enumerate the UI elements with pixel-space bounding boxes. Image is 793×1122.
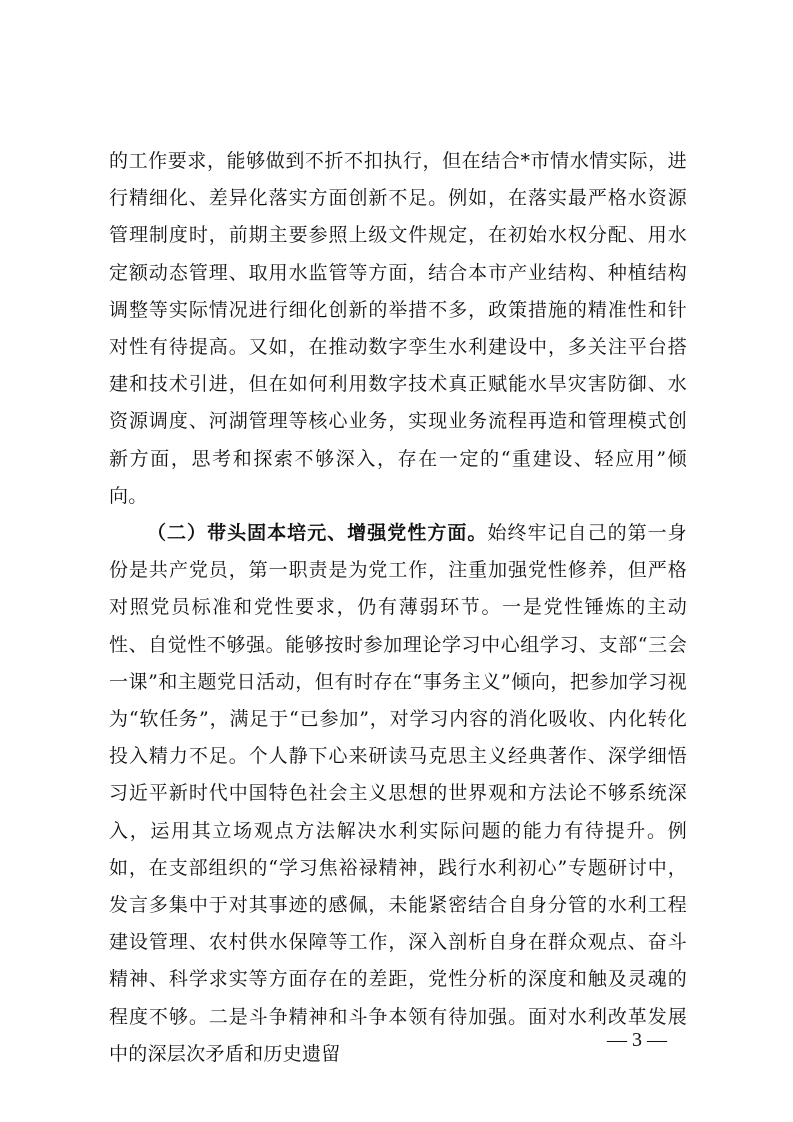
section-heading: （二）带头固本培元、增强党性方面。 — [147, 522, 488, 545]
paragraph-continued: 的工作要求，能够做到不折不扣执行，但在结合*市情水情实际，进行精细化、差异化落实方面创新不足。例如，在落实最严格水资源管理制度时，前期主要参照上级文件规定，在初始水权分配、用水定额动态管理、取用水监管等方面，结合本市产业结构、种植结构调整等实际情况进行细化创新的举措不多，政策措施的精准性和针对性有待提高。又如，在推动数字孪生水利建设中，多关注平台搭建和技术引进，但在如何利用数字技术真正赋能水旱灾害防御、水资源调度、河湖管理等核心业务，实现业务流程再造和管理模式创新方面，思考和探索不够深入，存在一定的“重建设、轻应用”倾向。 — [109, 150, 687, 507]
body-text — [109, 143, 687, 1073]
paragraph-section-two — [109, 515, 687, 1073]
page-number: — 3 — — [607, 1029, 667, 1051]
section-two-body: 始终牢记自己的第一身份是共产党员，第一职责是为党工作，注重加强党性修养，但严格对照党员标准和党性要求，仍有薄弱环节。一是党性锤炼的主动性、自觉性不够强。能够按时参加理论学习中心组学习、支部“三会一课”和主题党日活动，但有时存在“事务主义”倾向，把参加学习视为“软任务”，满足于“已参加”，对学习内容的消化吸收、内化转化投入精力不足。个人静下心来研读马克思主义经典著作、深学细悟习近平新时代中国特色社会主义思想的世界观和方法论不够系统深入，运用其立场观点方法解决水利实际问题的能力有待提升。例如，在支部组织的“学习焦裕禄精神，践行水利初心”专题研讨中，发言多集中于对其事迹的感佩，未能紧密结合自身分管的水利工程建设管理、农村供水保障等工作，深入剖析自身在群众观点、奋斗精神、科学求实等方面存在的差距，党性分析的深度和触及灵魂的程度不够。二是斗争精神和斗争本领有待加强。面对水利改革发展中的深层次矛盾和历史遗留 — [109, 522, 687, 1065]
